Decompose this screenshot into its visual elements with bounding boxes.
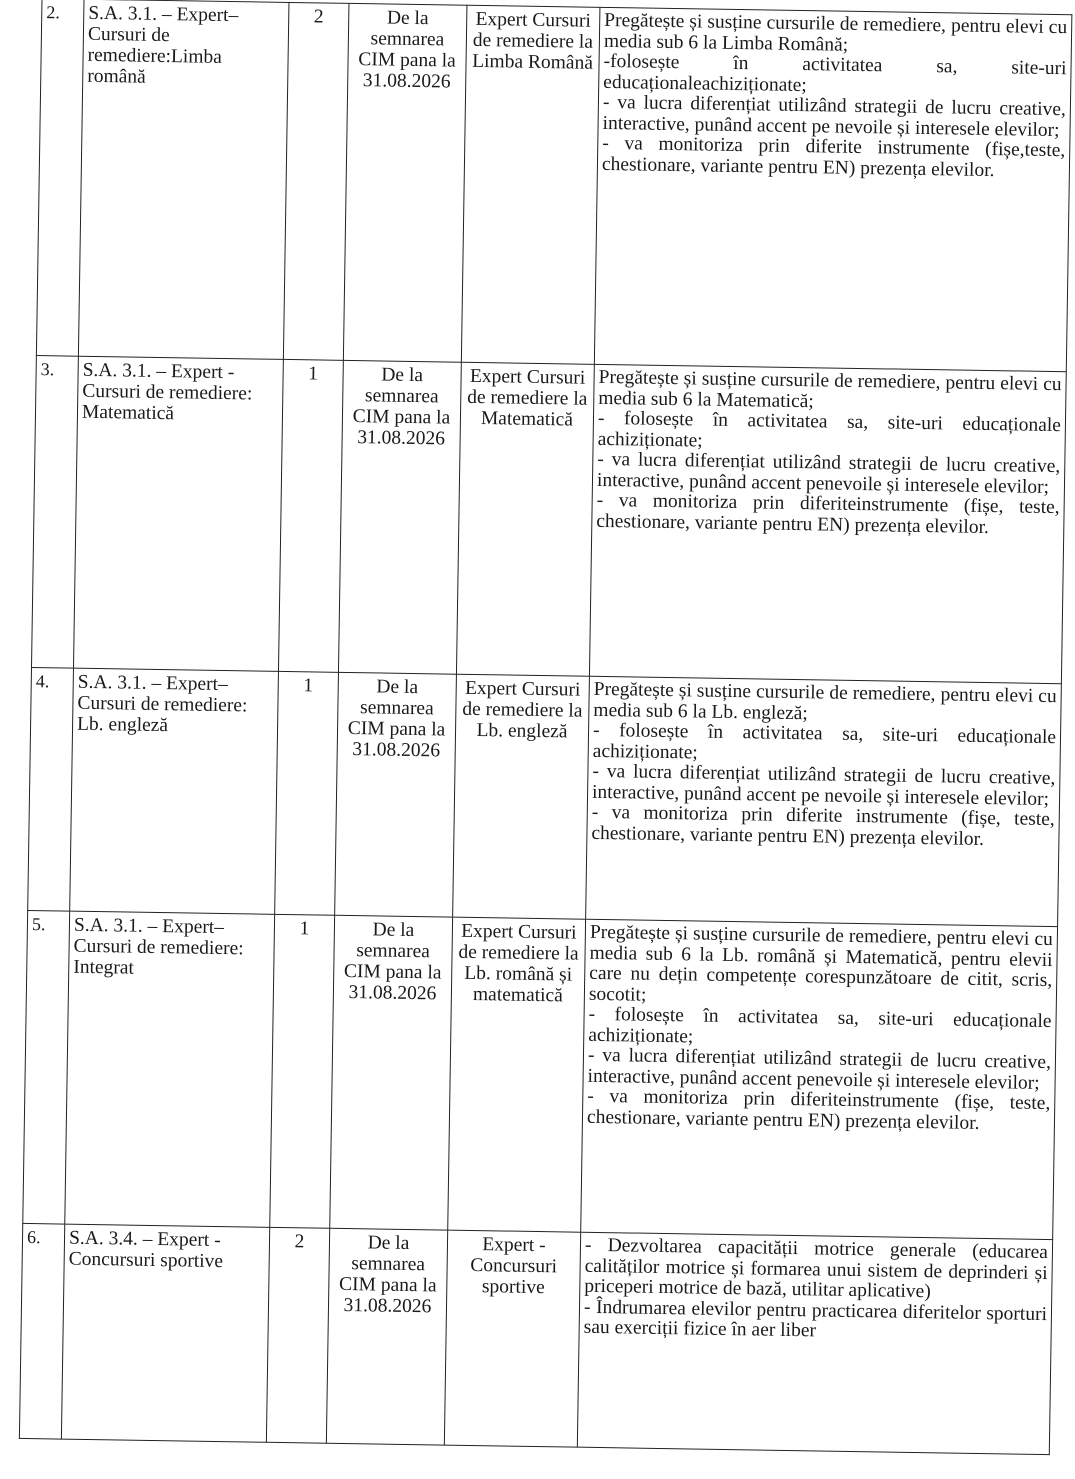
row-number: 2. <box>36 0 84 356</box>
count-cell: 1 <box>278 359 343 672</box>
activity-cell: S.A. 3.1. – Expert– Cursuri de remediere: Lb. engleză <box>70 668 279 914</box>
count-cell: 1 <box>270 914 335 1228</box>
row-number: 6. <box>19 1223 64 1439</box>
row-number: 5. <box>23 910 70 1224</box>
activity-cell: S.A. 3.1. – Expert– Cursuri de remediere: Integrat <box>65 911 275 1227</box>
position-cell: Expert - Concursuri sportive <box>444 1230 580 1447</box>
period-cell: De la semnarea CIM pana la 31.08.2026 <box>343 3 467 362</box>
description-cell: Pregătește și susține cursurile de remediere, pentru elevi cu media sub 6 la Lb. engleză; - folosește în activitatea sa, site-uri educaționale achiziționate; - va lucra diferențiat utilizând strategii de lucru creative, interactive, punând accent pe nevoile și interesele elevilor; - va monitoriza prin diferite instrumente (fișe, teste, chestionare, variante pentru EN) prezența elevilor. <box>586 676 1062 926</box>
table-row <box>28 668 1062 927</box>
position-cell: Expert Cursuri de remediere la Limba Română <box>461 5 600 364</box>
activity-cell: S.A. 3.1. – Expert– Cursuri de remediere:Limba română <box>78 0 289 359</box>
position-cell: Expert Cursuri de remediere la Matematică <box>456 362 594 676</box>
row-number: 4. <box>28 668 74 912</box>
table-row <box>19 1223 1052 1454</box>
table-row <box>31 356 1066 684</box>
row-number: 3. <box>31 356 78 669</box>
job-positions-table <box>19 0 1073 1455</box>
table-row <box>23 910 1058 1239</box>
count-cell: 1 <box>275 671 339 915</box>
period-cell: De la semnarea CIM pana la 31.08.2026 <box>326 1228 447 1445</box>
description-cell: - Dezvoltarea capacității motrice generale (educarea calităților motrice și formarea unui sistem de deprinderi și priceperi motrice de bază, utilitar aplicative) - Îndrumarea elevilor pentru practicarea diferitelor sporturi sau exerciții fizice în aer liber <box>577 1232 1052 1454</box>
count-cell: 2 <box>283 2 349 360</box>
position-cell: Expert Cursuri de remediere la Lb. engleză <box>453 674 590 919</box>
period-cell: De la semnarea CIM pana la 31.08.2026 <box>338 360 461 674</box>
period-cell: De la semnarea CIM pana la 31.08.2026 <box>330 915 453 1230</box>
position-cell: Expert Cursuri de remediere la Lb. română și matematică <box>448 917 586 1232</box>
description-cell: Pregătește și susține cursurile de remediere, pentru elevi cu media sub 6 la Limba Română; -folosește în activitatea sa, site-uri educaționaleachiziționate; - va lucra diferențiat utilizând strategii de lucru creative, interactive, punând accent pe nevoile și interesele elevilor; - va monitoriza prin diferite instrumente (fișe,teste, chestionare, variante pentru EN) prezența elevilor. <box>594 7 1072 371</box>
activity-cell: S.A. 3.1. – Expert - Cursuri de remediere: Matematică <box>73 356 283 671</box>
description-cell: Pregătește și susține cursurile de remediere, pentru elevi cu media sub 6 la Matematică; - folosește în activitatea sa, site-uri educaționale achiziționate; - va lucra diferențiat utilizând strategii de lucru creative, interactive, punând accent penevoile și interesele elevilor; - va monitoriza prin diferiteinstrumente (fișe, teste, chestionare, variante pentru EN) prezența elevilor. <box>589 364 1066 683</box>
count-cell: 2 <box>266 1227 329 1443</box>
table-row <box>36 0 1071 372</box>
description-cell: Pregătește și susține cursurile de remediere, pentru elevi cu media sub 6 la Lb. română și Matematică, pentru elevii care nu dețin competențe corespunzătoare de citit, scris, socotit; - folosește în activitatea sa, site-uri educaționale achiziționate; - va lucra diferențiat utilizând strategii de lucru creative, interactive, punând accent penevoile și interesele elevilor; - va monitoriza prin diferiteinstrumente (fișe, teste, chestionare, variante pentru EN) prezența elevilor. <box>581 919 1058 1239</box>
activity-cell: S.A. 3.4. – Expert - Concursuri sportive <box>61 1224 269 1442</box>
period-cell: De la semnarea CIM pana la 31.08.2026 <box>335 672 457 917</box>
